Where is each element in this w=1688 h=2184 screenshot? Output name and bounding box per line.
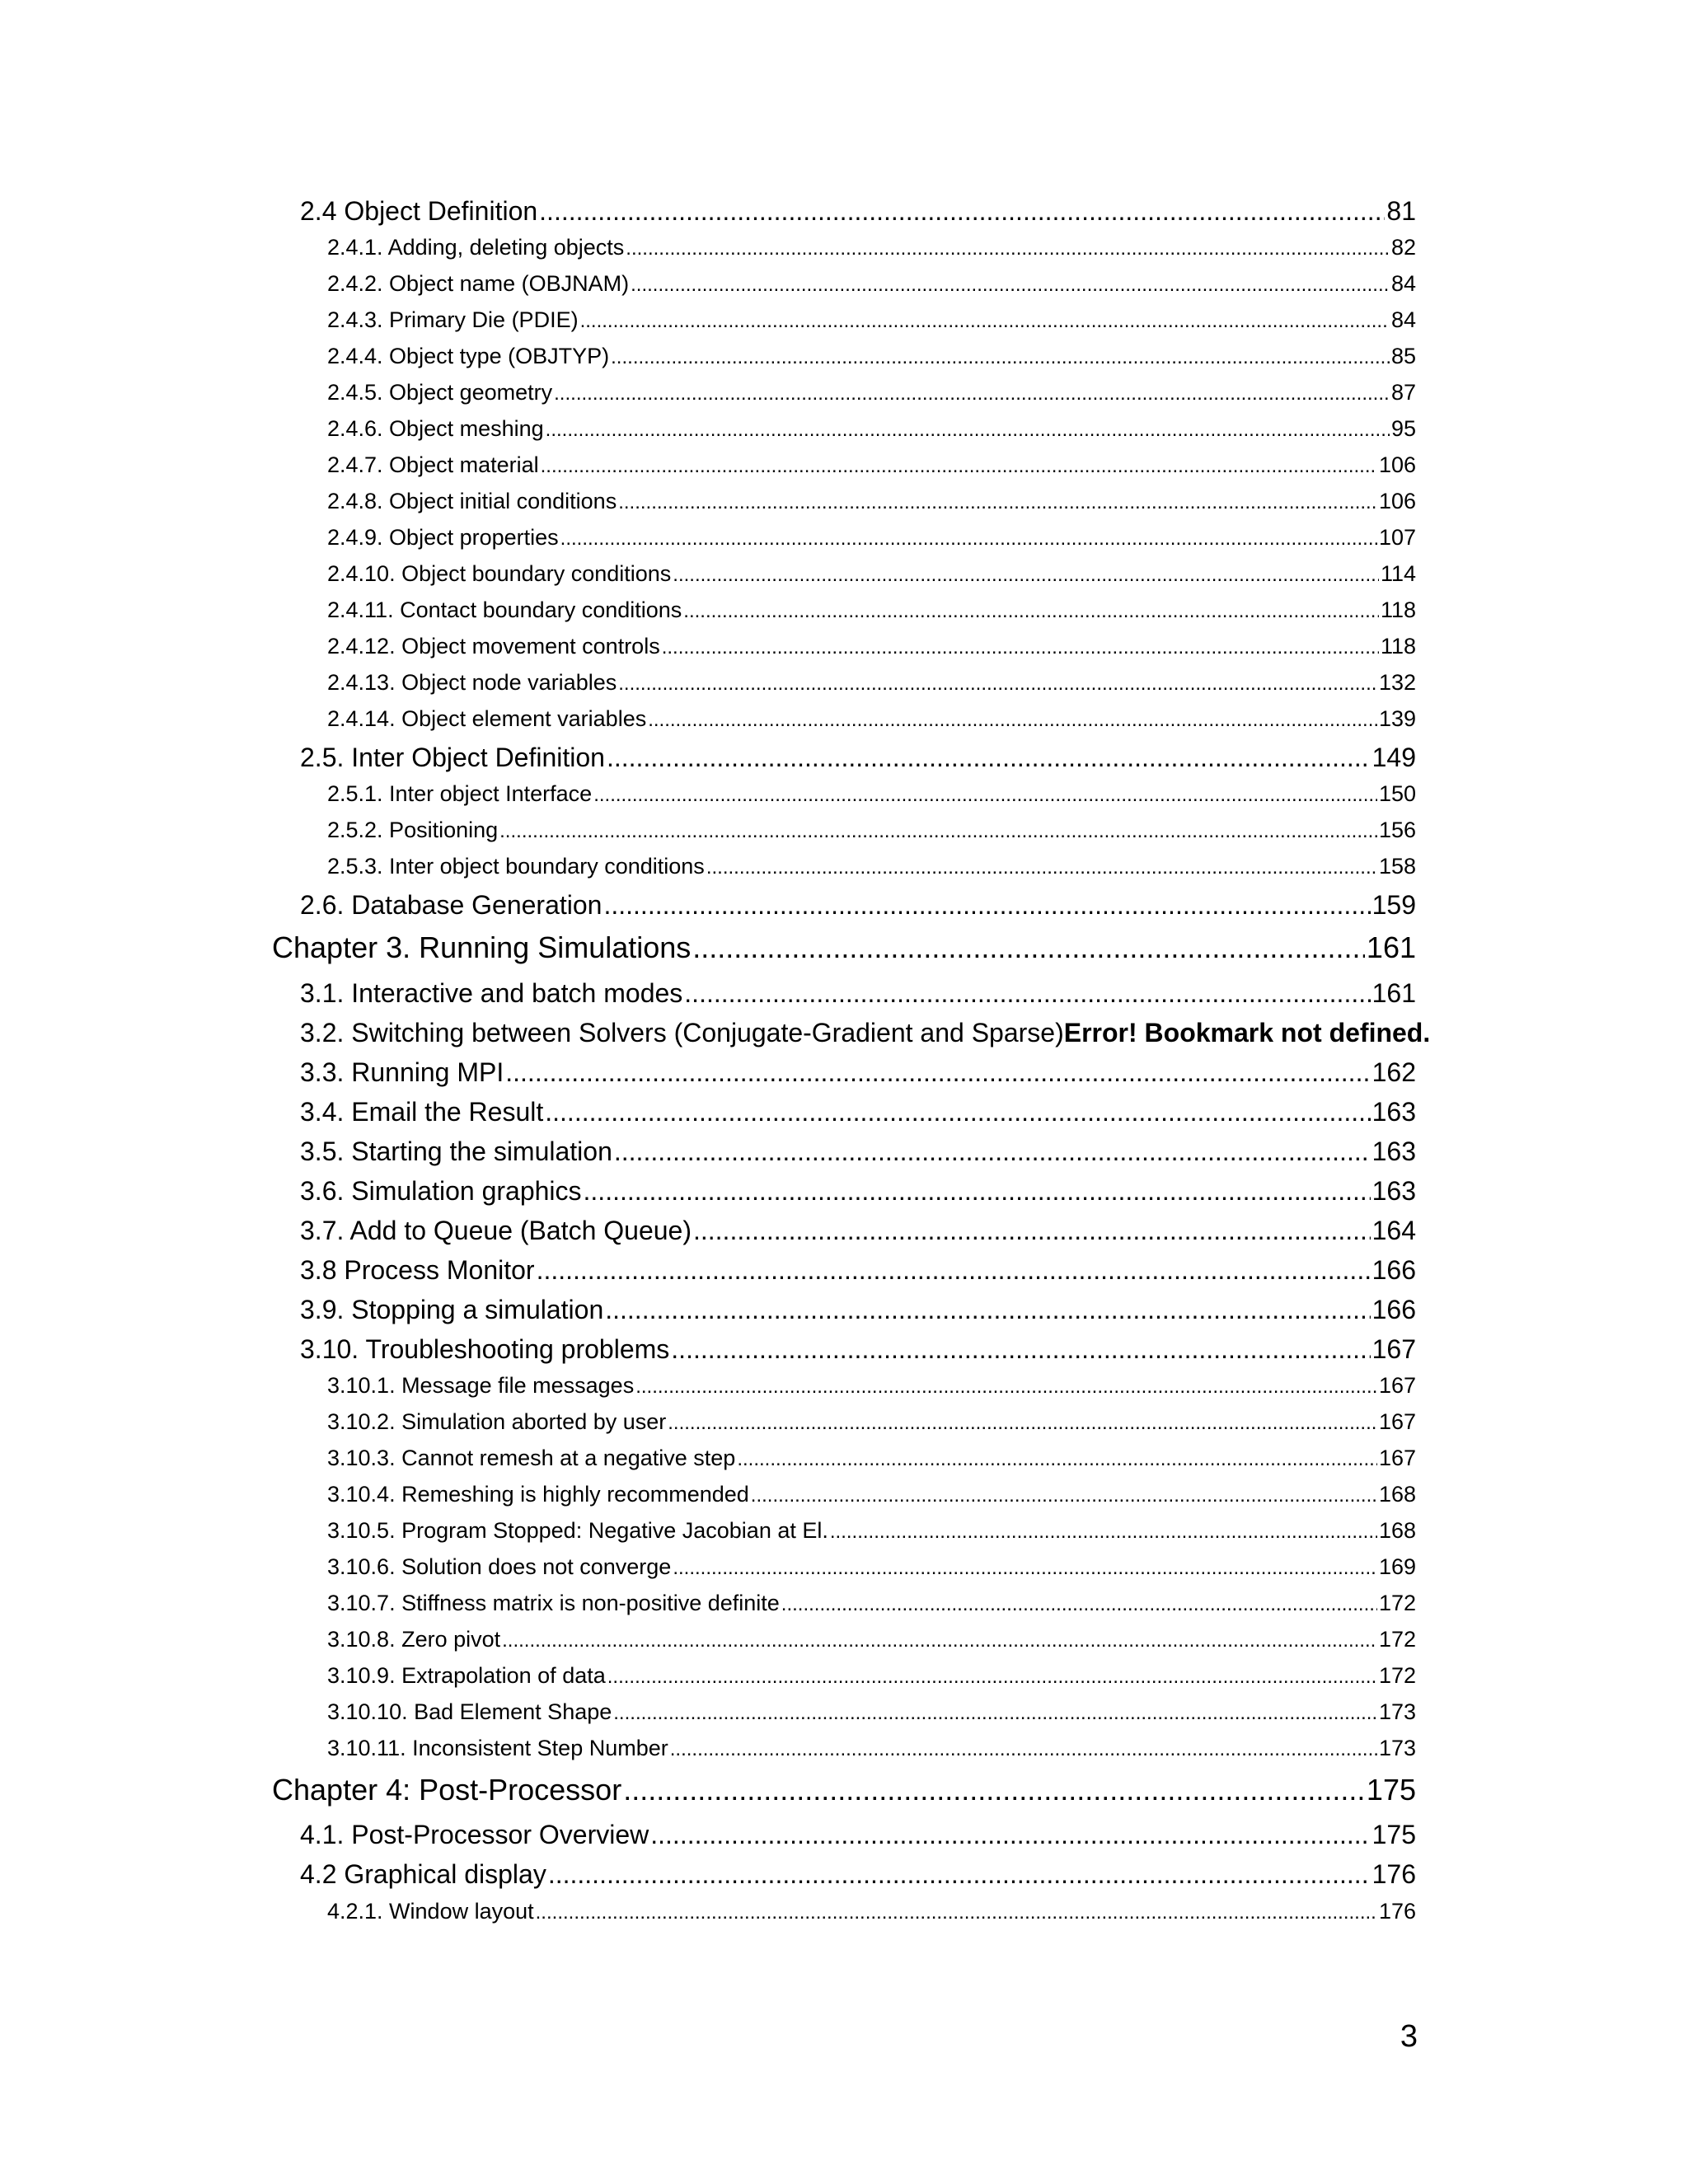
toc-entry-page: 176 — [1372, 1859, 1416, 1889]
toc-entry-page: 166 — [1372, 1295, 1416, 1324]
toc-entry-label: 2.4.4. Object type (OBJTYP) — [327, 344, 610, 368]
toc-entry-label: 4.2.1. Window layout — [327, 1899, 534, 1924]
toc-entry[interactable] — [327, 1592, 1416, 1615]
toc-entry[interactable] — [327, 418, 1416, 440]
toc-leader-dots — [693, 1217, 1371, 1244]
toc-entry[interactable] — [327, 819, 1416, 841]
toc-entry-page: 156 — [1378, 818, 1416, 842]
toc-entry[interactable] — [327, 1900, 1416, 1923]
toc-entry[interactable] — [300, 1257, 1416, 1283]
toc-leader-dots — [648, 710, 1377, 730]
toc-entry[interactable] — [300, 1217, 1416, 1244]
toc-entry-label: 2.4.2. Object name (OBJNAM) — [327, 271, 630, 296]
toc-entry-label: 3.10. Troubleshooting problems — [300, 1334, 670, 1364]
toc-entry-page: 163 — [1372, 1137, 1416, 1166]
toc-entry-label: 2.4.12. Object movement controls — [327, 634, 660, 658]
toc-entry[interactable] — [300, 1821, 1416, 1848]
toc-entry-page: 172 — [1378, 1591, 1416, 1615]
toc-entry-page: 82 — [1390, 235, 1416, 260]
toc-entry-label: 4.1. Post-Processor Overview — [300, 1820, 649, 1849]
toc-leader-dots — [670, 1740, 1377, 1760]
toc-entry[interactable] — [327, 273, 1416, 295]
toc-leader-dots — [751, 1486, 1377, 1506]
toc-leader-dots — [554, 384, 1390, 404]
toc-entry-label: 2.4.6. Object meshing — [327, 416, 544, 441]
toc-entry[interactable] — [327, 1483, 1416, 1506]
toc-leader-dots — [539, 198, 1385, 224]
toc-leader-dots — [692, 933, 1365, 963]
toc-entry[interactable] — [327, 454, 1416, 476]
toc-leader-dots — [662, 638, 1379, 658]
toc-entry[interactable] — [327, 855, 1416, 878]
toc-entry-page: 95 — [1390, 416, 1416, 441]
toc-entry-label: Chapter 4: Post-Processor — [272, 1773, 622, 1807]
toc-entry-label: 3.2. Switching between Solvers (Conjugate-Gradient and Sparse) — [300, 1018, 1064, 1047]
toc-entry-label: 2.4.1. Adding, deleting objects — [327, 235, 625, 260]
toc-entry-label: 3.10.6. Solution does not converge — [327, 1554, 672, 1579]
toc-entry-page: 172 — [1378, 1663, 1416, 1688]
toc-leader-dots — [635, 1377, 1377, 1397]
toc-entry[interactable] — [300, 1861, 1416, 1887]
toc-entry[interactable] — [300, 1336, 1416, 1362]
toc-entry-label: 4.2 Graphical display — [300, 1859, 546, 1889]
toc-entry-page: 167 — [1378, 1446, 1416, 1470]
toc-entry[interactable] — [300, 198, 1416, 224]
toc-entry-page: 172 — [1378, 1627, 1416, 1652]
toc-leader-dots — [706, 858, 1377, 878]
toc-entry-page: 167 — [1378, 1409, 1416, 1434]
toc-leader-dots — [584, 1178, 1371, 1204]
toc-entry-page: 169 — [1378, 1554, 1416, 1579]
toc-entry-page: 139 — [1378, 706, 1416, 731]
toc-entry[interactable] — [327, 1520, 1416, 1542]
toc-leader-dots — [607, 744, 1371, 771]
toc-entry-page: 168 — [1378, 1518, 1416, 1543]
toc-entry-page: 175 — [1366, 1773, 1416, 1807]
toc-entry-page: 106 — [1378, 452, 1416, 477]
toc-leader-dots — [618, 493, 1377, 513]
toc-entry-label: 2.4.3. Primary Die (PDIE) — [327, 307, 579, 332]
toc-entry-label: 2.4.14. Object element variables — [327, 706, 647, 731]
toc-entry-page: 164 — [1372, 1216, 1416, 1245]
toc-entry[interactable] — [327, 490, 1416, 513]
toc-entry-page: 167 — [1378, 1373, 1416, 1398]
toc-leader-dots — [560, 529, 1377, 549]
toc-entry[interactable] — [272, 930, 1416, 964]
toc-entry-label: 2.4.11. Contact boundary conditions — [327, 598, 682, 622]
toc-entry[interactable] — [327, 1375, 1416, 1397]
toc-entry-page: 106 — [1378, 489, 1416, 513]
toc-entry-page: 118 — [1380, 634, 1416, 658]
toc-entry-page: 173 — [1378, 1736, 1416, 1760]
toc-entry[interactable] — [327, 1629, 1416, 1651]
toc-leader-dots — [537, 1257, 1371, 1283]
toc-leader-dots — [683, 602, 1379, 621]
toc-entry-label: 3.10.7. Stiffness matrix is non-positive definite — [327, 1591, 780, 1615]
toc-entry[interactable] — [327, 672, 1416, 694]
toc-entry-label: 3.10.5. Program Stopped: Negative Jacobian at El. — [327, 1518, 828, 1543]
toc-leader-dots — [668, 1413, 1377, 1433]
toc-leader-dots — [684, 980, 1370, 1006]
toc-entry[interactable] — [300, 1059, 1416, 1085]
toc-leader-dots — [623, 1775, 1365, 1805]
toc-entry-label: 3.4. Email the Result — [300, 1097, 544, 1127]
toc-leader-dots — [650, 1821, 1370, 1848]
toc-leader-dots — [607, 1667, 1377, 1687]
toc-entry[interactable] — [327, 345, 1416, 368]
toc-entry-label: 2.6. Database Generation — [300, 890, 603, 920]
toc-entry[interactable] — [300, 1296, 1416, 1323]
toc-leader-dots — [580, 312, 1390, 331]
toc-entry[interactable] — [327, 527, 1416, 549]
toc-entry-page: 81 — [1386, 196, 1416, 226]
toc-entry-page: 162 — [1372, 1057, 1416, 1087]
toc-entry[interactable] — [327, 1737, 1416, 1760]
toc-entry-page: 168 — [1378, 1482, 1416, 1507]
toc-entry-page: 149 — [1372, 743, 1416, 772]
toc-entry-page: 114 — [1380, 561, 1416, 586]
toc-entry-label: 2.5.3. Inter object boundary conditions — [327, 854, 705, 879]
toc-entry-page: 163 — [1372, 1097, 1416, 1127]
toc-entry-label: 3.10.3. Cannot remesh at a negative step — [327, 1446, 736, 1470]
toc-entry[interactable] — [327, 309, 1416, 331]
toc-leader-dots — [545, 1099, 1370, 1125]
toc-entry[interactable] — [327, 1447, 1416, 1469]
toc-entry-label: 3.8 Process Monitor — [300, 1255, 535, 1285]
toc-entry-page: 84 — [1390, 271, 1416, 296]
toc-entry-label: 3.7. Add to Queue (Batch Queue) — [300, 1216, 692, 1245]
toc-entry-page: 84 — [1390, 307, 1416, 332]
toc-leader-dots — [613, 1704, 1377, 1723]
toc-entry-page: 158 — [1378, 854, 1416, 879]
toc-entry-page: 173 — [1378, 1699, 1416, 1724]
toc-entry-label: 3.10.10. Bad Element Shape — [327, 1699, 612, 1724]
toc-entry-page: 87 — [1390, 380, 1416, 405]
toc-entry-error: Error! Bookmark not defined. — [1063, 1018, 1431, 1047]
toc-entry[interactable] — [327, 382, 1416, 404]
toc-leader-dots — [673, 1558, 1377, 1578]
toc-entry[interactable] — [327, 1665, 1416, 1687]
toc-leader-dots — [626, 239, 1390, 259]
toc-entry-label: 2.4.10. Object boundary conditions — [327, 561, 672, 586]
toc-entry-page: 175 — [1372, 1820, 1416, 1849]
toc-entry-page: 107 — [1378, 525, 1416, 550]
toc-leader-dots — [631, 275, 1390, 295]
toc-leader-dots — [614, 1138, 1371, 1165]
toc-entry-label: 2.4.7. Object material — [327, 452, 539, 477]
toc-entry-page: 163 — [1372, 1176, 1416, 1206]
toc-entry[interactable] — [300, 1019, 1430, 1046]
toc-entry[interactable] — [300, 1138, 1416, 1165]
toc-entry-label: 2.4 Object Definition — [300, 196, 538, 226]
toc-leader-dots — [536, 1903, 1377, 1923]
toc-entry-label: 3.10.11. Inconsistent Step Number — [327, 1736, 668, 1760]
toc-entry-label: 3.5. Starting the simulation — [300, 1137, 612, 1166]
toc-entry[interactable] — [300, 892, 1416, 918]
toc-leader-dots — [737, 1450, 1377, 1469]
toc-entry-page: 161 — [1372, 978, 1416, 1008]
toc-entry-page: 167 — [1372, 1334, 1416, 1364]
toc-leader-dots — [541, 457, 1377, 476]
toc-leader-dots — [673, 565, 1379, 585]
toc-entry-label: 3.10.1. Message file messages — [327, 1373, 635, 1398]
toc-entry-page: 150 — [1378, 781, 1416, 806]
toc-entry-page: 159 — [1372, 890, 1416, 920]
toc-entry-label: 2.4.9. Object properties — [327, 525, 559, 550]
toc-entry[interactable] — [300, 980, 1416, 1006]
toc-entry[interactable] — [327, 1556, 1416, 1578]
toc-entry-label: 3.1. Interactive and batch modes — [300, 978, 683, 1008]
toc-entry-label: 3.6. Simulation graphics — [300, 1176, 582, 1206]
toc-entry-label: 3.9. Stopping a simulation — [300, 1295, 604, 1324]
page-number: 3 — [1400, 2019, 1418, 2054]
toc-entry-page: 132 — [1378, 670, 1416, 695]
toc-entry-label: 2.4.13. Object node variables — [327, 670, 617, 695]
toc-entry[interactable] — [327, 635, 1416, 658]
toc-entry-label: 3.3. Running MPI — [300, 1057, 504, 1087]
toc-entry-page: 176 — [1378, 1899, 1416, 1924]
toc-entry-label: 2.5.1. Inter object Interface — [327, 781, 593, 806]
toc-leader-dots — [548, 1861, 1371, 1887]
toc-leader-dots — [611, 348, 1390, 368]
toc-entry-label: 3.10.4. Remeshing is highly recommended — [327, 1482, 749, 1507]
toc-entry-page: 166 — [1372, 1255, 1416, 1285]
toc-leader-dots — [830, 1522, 1377, 1542]
toc-entry[interactable] — [327, 599, 1416, 621]
toc-entry-page: 85 — [1390, 344, 1416, 368]
toc-entry[interactable] — [300, 1178, 1416, 1204]
toc-leader-dots — [603, 892, 1370, 918]
toc-entry[interactable] — [327, 237, 1416, 259]
toc-entry-label: 3.10.2. Simulation aborted by user — [327, 1409, 667, 1434]
toc-entry-page: 161 — [1366, 930, 1416, 964]
toc-leader-dots — [593, 785, 1377, 805]
toc-entry-page: 118 — [1380, 598, 1416, 622]
toc-leader-dots — [671, 1336, 1370, 1362]
toc-entry-label: 3.10.9. Extrapolation of data — [327, 1663, 606, 1688]
toc-entry-label: 2.5. Inter Object Definition — [300, 743, 605, 772]
toc-entry-label: 2.4.5. Object geometry — [327, 380, 553, 405]
toc-leader-dots — [499, 822, 1377, 841]
toc-entry[interactable] — [272, 1775, 1416, 1805]
toc-leader-dots — [505, 1059, 1370, 1085]
toc-entry[interactable] — [327, 783, 1416, 805]
toc-entry[interactable] — [327, 708, 1416, 730]
toc-leader-dots — [502, 1631, 1377, 1651]
toc-entry-label: 2.4.8. Object initial conditions — [327, 489, 617, 513]
toc-entry[interactable] — [327, 1411, 1416, 1433]
toc-entry-label: 2.5.2. Positioning — [327, 818, 499, 842]
toc-leader-dots — [546, 420, 1390, 440]
toc-leader-dots — [618, 674, 1377, 694]
toc-entry[interactable] — [327, 563, 1416, 585]
toc-entry[interactable] — [300, 1099, 1416, 1125]
toc-entry[interactable] — [300, 744, 1416, 771]
toc-entry-label: Chapter 3. Running Simulations — [272, 930, 692, 964]
toc-leader-dots — [781, 1595, 1377, 1615]
toc-entry-label: 3.10.8. Zero pivot — [327, 1627, 501, 1652]
toc-leader-dots — [605, 1296, 1370, 1323]
toc-entry[interactable] — [327, 1701, 1416, 1723]
